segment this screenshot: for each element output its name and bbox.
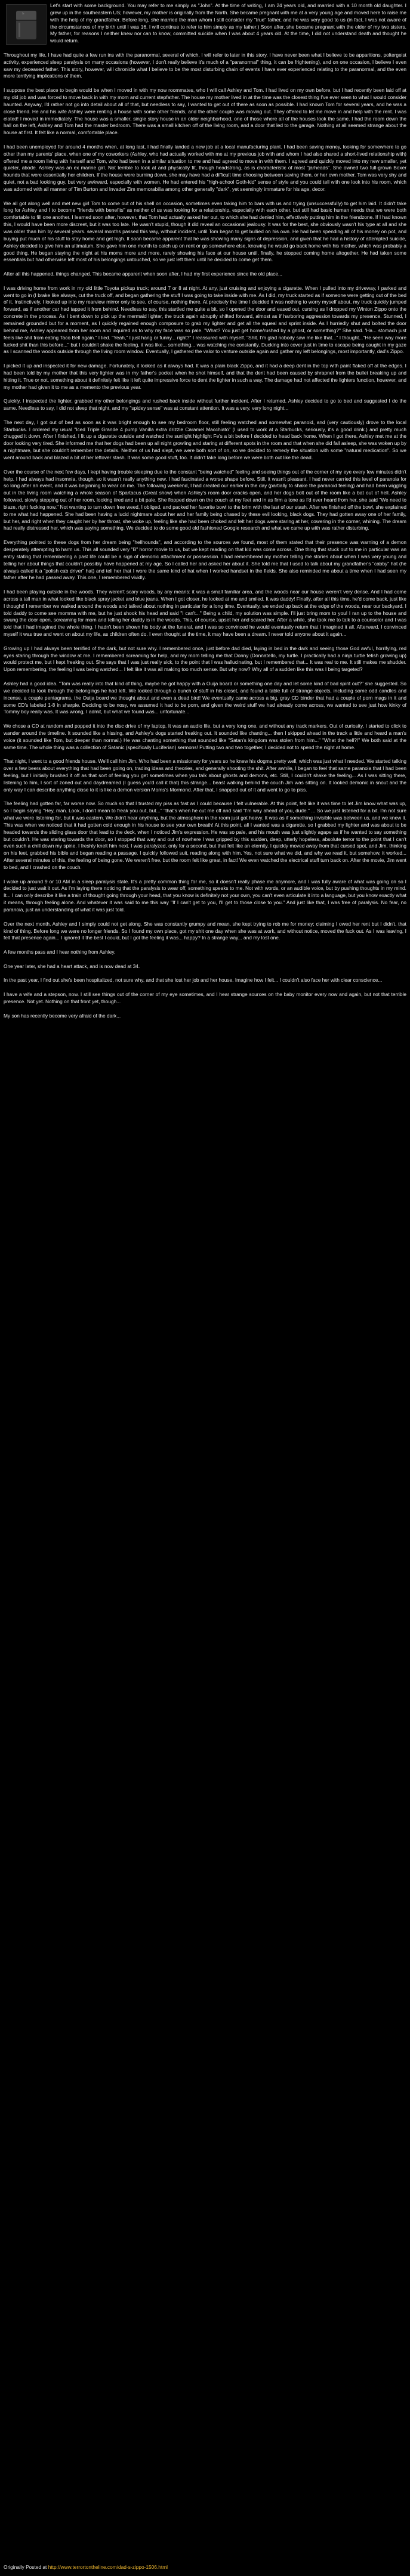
source-link[interactable]: http://www.terrortontheline.com/dad-s-zippo-1506.html <box>48 2564 168 2570</box>
story-paragraph: Let's start with some background. You may refer to me simply as "John". At the time of writing, I am 24 years old, and married with a 10 month old daughter. I grew up in the southeastern US; however, my mother is originally from the North. She became pregnant with me at a very young age and moved here to raise me with the help of my grandfather. Before long, she married the man whom I still consider my "true" father, and he was very good to us (in fact, I was not aware of the circumstances of my birth until I was 16. I will continue to refer to him simply as my father.) Soon after, she became pregnant with the older of my two sisters. My father, for reasons I neither knew nor can to know, committed suicide when I was about 4 years old. At the time, I did not understand death and thought he would return. <box>50 2 406 44</box>
story-paragraph: We all got along well and met new girl Tom to come out of his shell on occasion, sometimes even taking him to bars with us and trying (unsuccessfully) to get him laid. It didn't take long for Ashley and I to become "friends with benefits" as neither of us was looking for a relationship, especially with each other, but still had basic human needs that we were both comfortable to fill one another. I learned soon after, however, that Tom had actually asked her out, to which she had denied him, effectively putting him in the friendzone. If I had known this, I would have been more discreet, but it was too late. He wasn't stupid, though it did reveal an occasional jealousy. It was for the best, she obviously wasn't his type at all and she was older than him by several years. several months passed this way, without incident, until Tom began to get bullied on his own. He had been spending all of his money on pot, and buying put much of his stuff to stay home and get high. It soon became apparent that he was showing many signs of depression, and given that he had a history of attempted suicide, Ashley decided to give him an ultimatum. She gave him one month to catch up on rent or go somewhere else, knowing he would go back home with his mother, which was probably a good thing. He began staying the night at his moms more and more, rarely showing his face at our house until, finally, he stopped coming home altogether. He had taken some essentials but had otherwise left most of his belongings untouched, so we just left them until he decided to come get them. <box>4 200 406 263</box>
story-paragraph: That night, I went to a good friends house. We'll call him Jim. Who had been a missionary for years so he knew his dogma pretty well, which was just what I needed. We started talking over a few beers about everything that had been going on, trading ideas and theories, and generally shooting the shit. After awhile, I began to feel that same paranoia that I had been feeling, but I initially brushed it off as that sort of feeling you get sometimes when you talk about ghosts and demons, etc. Still, I couldn't shake the feeling... As I was sitting there, listening to him, I sort of zoned out and daydreamed (I guess you'd call it that) this strange... beast walking behind the couch Jim was sitting on. It looked demonic in snout and the only way I can describe anything close to it is like a demon version Moms's Mormond. After that, I snapped out of it and went to go to piss. <box>4 758 406 793</box>
story-paragraph: Quickly, I inspected the lighter, grabbed my other belongings and rushed back inside without further incident. After I returned, Ashley decided to go to bed and suggested I do the same. Needless to say, I did not sleep that night, and my "spidey sense" was at constant attention. It was a very, very long night... <box>4 398 406 412</box>
story-paragraph: A few months pass and I hear nothing from Ashley. <box>4 949 116 955</box>
story-paragraph: I have a wife and a stepson, now. I still see things out of the corner of my eye sometimes, and I hear strange sources on the baby monitor every now and again, but not that terrible presence. Not yet. Nothing on that front yet, though... <box>4 991 406 1004</box>
story-paragraph: Over the next month, Ashley and I simply could not get along. She was constantly grumpy and mean, she kept trying to rob me for money; claiming I owed her rent but I didn't, that kind of thing. Before long we were no longer friends. So I found my own place, got my shit one day when she was at work, and without notice, moved the fuck out. As I was leaving, I felt that presence again... I ignored it the best I could, but I got the feeling it was... happy? In a strange way... and my lost one. <box>4 920 406 941</box>
story-text <box>4 2 406 1020</box>
story-paragraph: Everything pointed to these dogs from her dream being "hellhounds", and according to the sources we found, most of them stated that their presence was warning of a demon desperately attempting to harm us. This all sounded very "B" horror movie to us, but we kept reading on that kid was come across. One thing that stuck out to me in particular was an entry stating that remembering a past life could be a sign of demonic attachment or possession. I had remembered my mother telling me stories about when I was very young and telling her about things that couldn't possibly have happened at my age. So I called her and asked her about it. She told me that I used to talk about my grandfather's "cabby" hat (he always called it a "polish cab driver" hat) and tell her that I wore the same kind of hat when I worked handset in the fields. She also reminded me about a time when I had seen my father after he had passed away. This one, I remembered vividly. <box>4 539 406 581</box>
story-paragraph: I had been playing outside in the woods. They weren't scary woods, by any means: it was a small familiar area, and the woods near our house weren't very dense. And I had come across a tall man in what looked like black spray jacket and blue jeans. When I got closer, he looked at me and smiled. It was daddy! Finally, after all this time, he'd come back, just like I thought! I remember we walked around the woods and talked about nothing in particular for a long time. Eventually, we ended up back at the edge of the woods, near our backyard. I told daddy to come see momma with me, but he just shook his head and said "I can't..." Being a child, my solution was simple. I'll just bring mom to you! I ran up to the house and swung the door open, screaming for mom and telling her daddy is in the woods. This, of course, upset her and scared her. After a while, she took me to talk to a counselor and I was told that I had imagined the whole thing. I hadn't been shown his body at the funeral, and I was so convinced he would eventually return that I imagined it all. Afterward, I convinced myself it was true and went on about my life, as children often do. I even thought at the time, it may have been a dream. I never told anyone about it again... <box>4 589 406 638</box>
story-paragraph: I suppose the best place to begin would be when I moved in with my now roommates, who I will call Ashley and Tom. I had lived on my own before, but I had recently been laid off at my old job and was forced to move back in with my mom and current stepfather. The house my mother lived in at the time was the closest thing I've ever seen to what I would consider haunted. Anyway, I'd rather not go into detail about all of that, but needless to say, I wanted to get out of there as soon as possible. I had known Tom for several years, and he was a close friend. He and his wife Ashley were renting a house with some other friends, and the other couple was moving out. They offered to let me move in and help with the rent. I was elated! I moved in immediately. The house was a smaller, single story house in an older neighborhood, one of those where all of the houses look the same. I had the room down the hall on the left, Ashley and Tom had the master bedroom. There was a small kitchen off of the living room, and a door that led to the garage. Nothing at all seemed strange about the house at first. It felt like a normal, comfortable place. <box>4 87 406 136</box>
story-paragraph: My son has recently become very afraid of the dark... <box>4 1012 121 1019</box>
story-paragraph: I picked it up and inspected it for new damage. Fortunately, it looked as it always had. It was a plain black Zippo, and it had a deep dent in the top with paint flaked off at the edges. I had been told by my mother that this very lighter was in my father's pocket when he shot himself, and that the dent had been caused by shrapnel from the bullet breaking up and hitting it. True or not, something about it definitely felt like it left quite impressive force to dent the lighter in such a way. The damage had not affected the lighters function, however, and my mother had given it to me as a memento the previous year. <box>4 363 406 390</box>
credit-prefix: Originally Posted at <box>4 2564 47 2570</box>
story-paragraph: After all this happened, things changed. This became apparent when soon after, I had my first experience since the old place... <box>4 271 282 277</box>
story-paragraph: Growing up I had always been terrified of the dark, but not sure why. I remembered once, just before dad died, laying in bed in the dark and seeing those God awful, horrifying, red eyes staring through the window at me. I remembered screaming for help, and my mom telling me that Donny (Donnatello, my turtle. I practically had a ninja turtle fetish growing up) would protect me, but I kept freaking out. She says that I was just really sick, to the point that I was hallucinating, but I remembered that... It was real to me. It still makes me shudder. Upon remembering, the feeling I was being watched... I felt like it was all making too much sense. But why now? Why all of a sudden like this was I being targeted? <box>4 645 406 673</box>
story-paragraph: The feeling had gotten far, far worse now. So much so that I trusted my piss as fast as I could because I felt vulnerable. At this point, felt like it was time to let Jim know what was up, so I begin saying "Hey, man. Look, I don't mean to freak you out, but..." "that's when he cut me off and said "I'm way ahead of you, dude." ... So we just listened for a bit. I'm not sure what we were listening for, but it was eastern. We didn't hear anything, but the atmosphere in the room just got heavy. It was as if something invisible was between us, and we knew it. This was when we noticed that it had gotten cold enough in his house to see your own breath! At this point, all I wanted was a cigarette, so I grabbed my lighter and was about to be headed towards the sliding glass door that lead to the deck, when I noticed Jim's expression. He was so pale, and his mouth was just slightly agape as if he wanted to say something but couldn't. He was staring towards the door, so I stopped that way and out of nowhere I was gripped by this sudden, deep, utterly hopeless, absolute terror to the point that I can't even such a chill down my spine. I freshly knelt him next. I was paralyzed, only for a second, but that felt like an eternity. I quickly moved away from that cursed spot, and Jim, thinking on his feet, grabbed his bible and began reading a passage. I quickly followed suit, reading along with him. Yes, not sure what we did, and why we read it, but somehow, it worked... After several minutes of this, the feeling of being gone. We weren't free, but the room felt like great, in fact! We even watched the electrical stuff turn back on. After the movie, Jim went to bed, and I crashed on the couch. <box>4 800 406 870</box>
story-paragraph: We chose a CD at random and popped it into the disc drive of my laptop. It was an audio file, but a very long one, and without any track markers. Out of curiosity, I started to click to wander around the timeline. It sounded like a hissing, and Ashley's dogs started freaking out. It sounded like chanting... then I skipped ahead in the track a little and heard a man's voice (it sounded like Tom, but deeper than normal.) He was chanting something that sounded like "Satan's kingdom was stolen from him..." "What the hell?!" We both said at the same time. The whole thing was a collection of Satanic (specifically Luciferian) sermons! Putting two and two together, I decided not to spend the night at home. <box>4 723 406 750</box>
source-credit <box>4 2564 406 2571</box>
story-paragraph: I was driving home from work in my old little Toyota pickup truck; around 7 or 8 at night. At any, just cruising and enjoying a cigarette. When I pulled into my driveway, I parked and went to go in (I brake like always, cut the truck off, and began gathering the stuff I was going to take inside with me. As I did, my truck started as if someone were getting out of the bed of it. Instinctively, I looked up into my rearview mirror only to see, of course, nothing there. At precisely the time I decided it was nothing to worry myself about, my truck quickly jumped forward, as if another car had tapped it from behind. Needless to say, this startled me quite a bit, so I opened the door and eased out, cursing as I dropped my Winton Zippo onto the concrete in the process. As I bent down to pick up the mermaid lighter, the truck again abruptly shifted forward, almost as if harboring aggression towards my presence. Stunned, I remained grounded but for a moment, as I quickly regained enough composure to grab my lighter and get all the squeal and sprint inside. As I hurriedly shut and bolted the door behind me, Ashley appeared from her room and inquired as to why my face was so pale. "What? You just get home/rushed by a ghost, or something?" She said. 'Ha... stomach just feels like shit from eating Taco Bell again." I lied. "Yeah," I just hang or funny... right?" I reassured with myself. "Shit. I'm glad nobody saw me like that..." I thought..."He seen way more fucked shit than this before..." but I couldn't shake the feeling, it was like... something... was watching me constantly. Ducking into cover just in time to escape being caught in my gaze as I scanned the woods outside through the living room window. Eventually, I gathered the valor to venture outside again and gather my left belongings, most importantly, dad's Zippo. <box>4 284 406 355</box>
story-paragraph: Throughout my life, I have had quite a few run ins with the paranormal, several of which, I will refer to later in this story. I have never been what I believe to be apparitions, poltergeist activity, experienced sleep paralysis on many occasions (however, I don't really believe it's much of a "paranormal" thing, it can be frightening), and on one occasion, I believe I even saw my deceased father. This story, however, will chronicle what I believe to be the most disturbing chain of events I have ever experienced relating to the paranormal, and the even more terrifying implications of them. <box>4 51 406 79</box>
story-paragraph: Ashley had a good idea. "Tom was really into that kind of thing, maybe he got happy with a Ouija board or something one day and let some kind of bad spirit out?" she suggested. So we decided to look through the belongings he had left. We looked through a bunch of stuff in his closet, and found a table full of strange objects, including some odd candles and incense, a couple pentagrams, the Ouija board we thought about and even a dead bird! We eventually came across a big, gray CD binder that had a couple of porn mags in it and some CD's labeled 1-8 in sharpie. Deciding to be nosy, we assumed it had to be porn, and given the weird stuff we had already come across, we wanted to see just how kinky of Tommy boy really was. It was wrong, I admit, but what we found was... unfortunate... <box>4 681 406 715</box>
story-paragraph: The next day, I got out of bed as soon as it was bright enough to see my bedroom floor, still feeling watched and somewhat paranoid, and (very cautiously) drove to the local Starbucks. I ordered my usual "Iced Triple Grande 4 pump Vanilla extra drizzle Caramel Macchiato" (I used to work at a Starbucks, seriously, it's a good drink.) and pretty much chugged it down. After I finished, I lit up a cigarette outside and watched the sunlight highlight Fe's a bit before I decided to head back home. When I got there, Ashley met me at the door looking very tired. She informed me that her dogs had been up all night growling and staring at different spots in the room and that when she did fall asleep, she was woken up by a nightmare, but she couldn't remember the details. Neither of us had slept, we were both sort of on, so we decided to remedy the situation with some "natural medication". So we went around back and blazed a bit of her leftover stash. It was some good stuff, too. It didn't take long before we were both out like the dead. <box>4 419 406 460</box>
story-paragraph: I had been unemployed for around 4 months when, at long last, I had finally landed a new job at a local manufacturing plant. I had been saving money, looking for somewhere to go other than my parents' place, when one of my coworkers (Ashley, who had actually worked with me at my previous job with and whom I had also shared a short-lived relationship with) offered me a room living with herself and Tom, who had been in a similar situation to me and had agreed to move in with them. I agreed and quickly moved into my new smaller, yet quieter, abode. Ashley was an ex marine girl. Not terrible to look at and physically fit, though headstrong, as is characteristic of most "jarheads". She owned two full-grown Boxer hounds that were essentially her children. If the house were burning down, she may have had a difficult time choosing between saving them, or her own mother. Tom was very shy and quiet, not a bad looking guy, but very awkward, especially with women. He had entered his "high-school Goth-kid" sense of style and you could tell with one look into his room, which was adorned with all manner of Tim Burton and Invader Zim memorabilia among other generally "dark", yet seemingly immature for his age, decor. <box>4 143 406 192</box>
story-paragraph: In the past year, I find out she's been hospitalized, not sure why, and that she lost her job and her house. Imagine how I felt... I couldn't also face her with clear conscience... <box>4 977 383 984</box>
story-paragraph: One year later, she had a heart attack, and is now dead at 34. <box>4 963 140 969</box>
story-paragraph: Over the course of the next few days, I kept having trouble sleeping due to the constant "being watched" feeling and seeing things out of the corner of my eye every few minutes didn't help. I had always had insomnia, though, so it wasn't really anything new. I had fascinated a worse shape before. Still, it wasn't pleasant. I had never carried this level of paranoia for so long after an event, and it was beginning to wear on me. The following weekend, I had created our earlier in the day (partially to shake the paranoid feeling) and had been wiggling out in the living room watching a whole season of Spartacus (Great show) when Ashley's room door cracks open, and her dogs bolt out of the room like a bat out of hell. Ashley followed, slowly stepping out of her room, looking tired and a bit pale. She flopped down on the couch at my feet and in as firm a tone as I'd ever heard from her, she said "We need to blaze, right fucking now." Not wanting to turn down free weed, I obliged, and packed her favorite bowl to the brim with the last of our stash. After we finished off the bowl, she explained to me what had happened. She had been having a lucid nightmare about her and her family being chased by these evil looking, black dogs. They had gotten away one of her family, but her, and right when they caught her by her throat, she woke up, feeling like she had been choked and felt her dogs were staring at her, cowering in the corner, whining. The dream had really distressed her, which was saying something. We decided to do some good old fashioned Google research and what we came up with was rather disturbing. <box>4 468 406 531</box>
story-paragraph: I woke up around 9 or 10 AM in a sleep paralysis state. It's a pretty common thing for me, so it doesn't really phase me anymore, and I was fully aware of what was going on so I decided to just wait it out. As I'm laying there noticing that the paralysis to wear off, something speaks to me. Not with words, or an audible voice, but by pushing thoughts in my mind. It... I can only describe it like a train of thought going through your head, that you know is definitely not your own, you can't even articulate it into a language, but you know exactly what it means, through feeling alone. And whatever it was said to me this way "If I can't get to you, I'll get to those close to you." And just like that, I was free of paralysis. No fear, no paranoia, just an understanding of what it was just told. <box>4 878 406 913</box>
